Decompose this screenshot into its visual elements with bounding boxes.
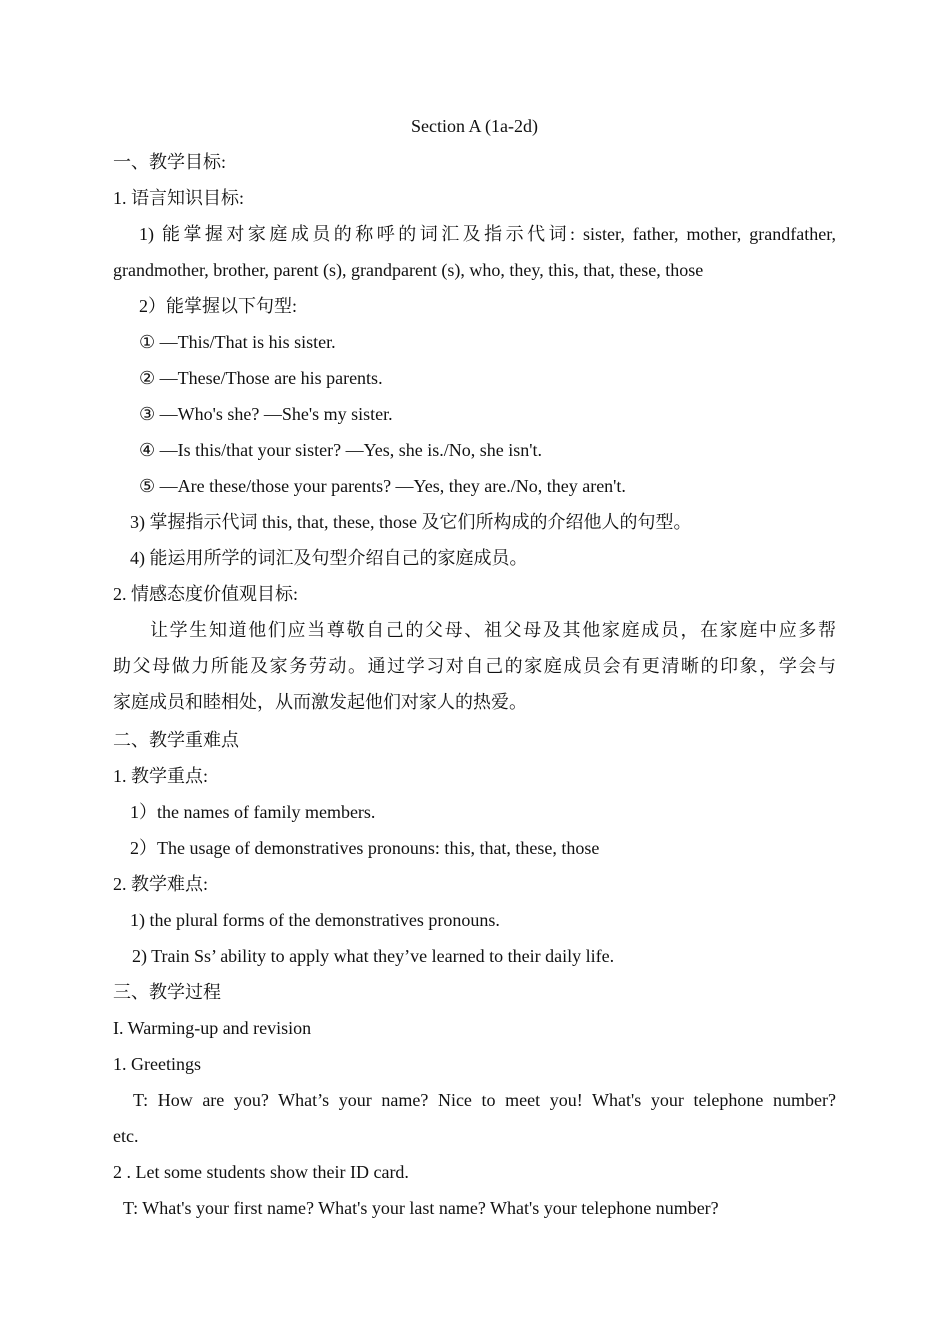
- section-heading-process: 三、教学过程: [113, 982, 221, 1002]
- pattern-5: ⑤ —Are these/those your parents? —Yes, they are./No, they aren't.: [139, 476, 626, 496]
- subheading-key-points: 1. 教学重点:: [113, 766, 209, 786]
- id-card-dialogue: T: What's your first name? What's your last name? What's your telephone number?: [123, 1198, 719, 1218]
- greetings-dialogue-line-1: T: How are you? What’s your name? Nice to meet you! What's your telephone number?: [133, 1090, 836, 1110]
- page-title: Section A (1a-2d): [411, 116, 538, 136]
- pattern-4: ④ —Is this/that your sister? —Yes, she is./No, she isn't.: [139, 440, 543, 460]
- step-warming-up: I. Warming-up and revision: [113, 1018, 312, 1038]
- goal-item-1-line-2: grandmother, brother, parent (s), grandparent (s), who, they, this, that, these, those: [113, 260, 704, 280]
- goal-item-3: 3) 掌握指示代词 this, that, these, those 及它们所构成的介绍他人的句型。: [130, 512, 692, 532]
- goal-item-4: 4) 能运用所学的词汇及句型介绍自己的家庭成员。: [130, 548, 528, 568]
- attitude-paragraph-line-2: 助父母做力所能及家务劳动。通过学习对自己的家庭成员会有更清晰的印象，学会与: [113, 656, 836, 676]
- difficulty-1: 1) the plural forms of the demonstratives pronouns.: [130, 910, 500, 930]
- pattern-1: ① —This/That is his sister.: [139, 332, 336, 352]
- pattern-3: ③ —Who's she? —She's my sister.: [139, 404, 393, 424]
- subheading-attitude-goals: 2. 情感态度价值观目标:: [113, 584, 299, 604]
- pattern-2: ② —These/Those are his parents.: [139, 368, 383, 388]
- difficulty-2: 2) Train Ss’ ability to apply what they’ve learned to their daily life.: [132, 946, 615, 966]
- attitude-paragraph-line-1: 让学生知道他们应当尊敬自己的父母、祖父母及其他家庭成员，在家庭中应多帮: [150, 620, 836, 640]
- key-point-2: 2）The usage of demonstratives pronouns: this, that, these, those: [130, 838, 600, 858]
- subheading-language-goals: 1. 语言知识目标:: [113, 188, 245, 208]
- goal-item-1-line-1: 1) 能掌握对家庭成员的称呼的词汇及指示代词: sister, father, mother, grandfather,: [139, 224, 836, 244]
- section-heading-objectives: 一、教学目标:: [113, 152, 227, 172]
- section-heading-key-points: 二、教学重难点: [113, 730, 239, 750]
- step-greetings: 1. Greetings: [113, 1054, 201, 1074]
- goal-item-2: 2）能掌握以下句型:: [139, 296, 298, 316]
- attitude-paragraph-line-3: 家庭成员和睦相处，从而激发起他们对家人的热爱。: [113, 692, 527, 712]
- key-point-1: 1）the names of family members.: [130, 802, 376, 822]
- greetings-dialogue-line-2: etc.: [113, 1126, 139, 1146]
- step-id-card: 2 . Let some students show their ID card.: [113, 1162, 409, 1182]
- subheading-difficulties: 2. 教学难点:: [113, 874, 209, 894]
